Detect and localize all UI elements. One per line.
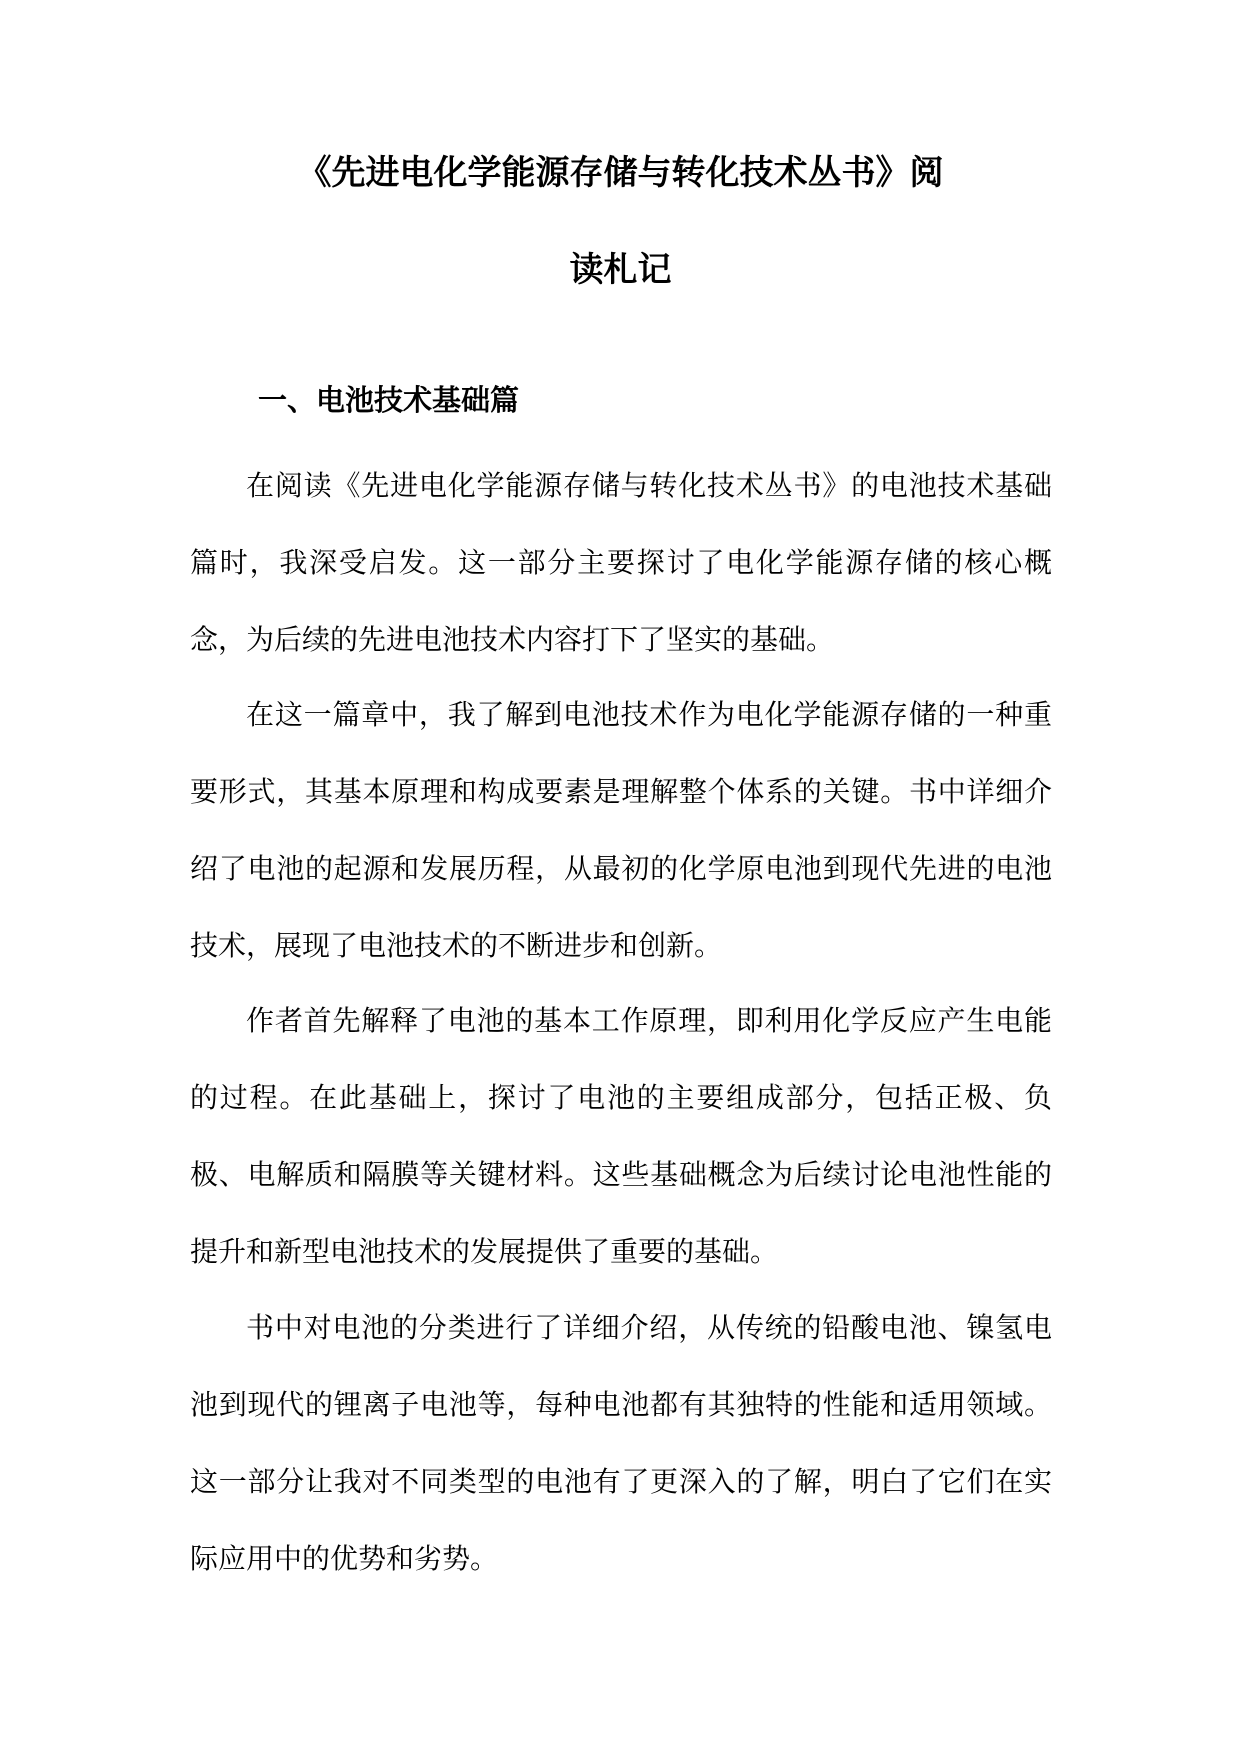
document-title-line-2: 读札记: [569, 250, 672, 290]
section-heading: 一、电池技术基础篇: [258, 383, 520, 417]
body-paragraph-3: 作者首先解释了电池的基本工作原理，即利用化学反应产生电能的过程。在此基础上，探讨了电池的主要组成部分，包括正极、负极、电解质和隔膜等关键材料。这些基础概念为后续讨论电池性能的提升和新型电池技术的发展提供了重要的基础。: [190, 1004, 1052, 1268]
document-title-line-1: 《先进电化学能源存储与转化技术丛书》阅: [297, 153, 944, 193]
body-paragraph-4: 书中对电池的分类进行了详细介绍，从传统的铅酸电池、镍氢电池到现代的锂离子电池等，每种电池都有其独特的性能和适用领域。这一部分让我对不同类型的电池有了更深入的了解，明白了它们在实际应用中的优势和劣势。: [190, 1311, 1052, 1575]
body-paragraph-1: 在阅读《先进电化学能源存储与转化技术丛书》的电池技术基础篇时，我深受启发。这一部分主要探讨了电化学能源存储的核心概念，为后续的先进电池技术内容打下了坚实的基础。: [190, 469, 1052, 656]
body-paragraph-2: 在这一篇章中，我了解到电池技术作为电化学能源存储的一种重要形式，其基本原理和构成要素是理解整个体系的关键。书中详细介绍了电池的起源和发展历程，从最初的化学原电池到现代先进的电池技术，展现了电池技术的不断进步和创新。: [190, 698, 1052, 962]
